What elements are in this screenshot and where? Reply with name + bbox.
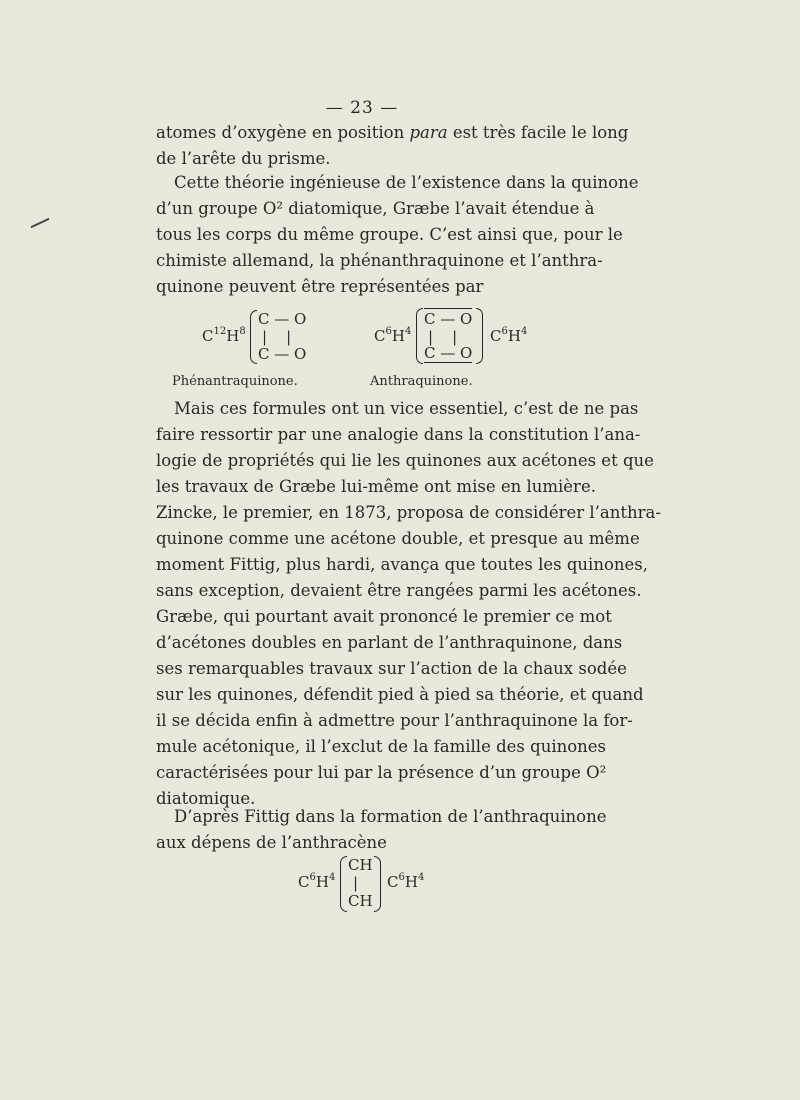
paragraph-3 xyxy=(156,396,661,812)
text-line: ses remarquables travaux sur l’action de la chaux sodée xyxy=(156,659,627,678)
text-line xyxy=(156,120,629,146)
left-brace xyxy=(250,310,257,364)
text-line: chimiste allemand, la phénanthraquinone et l’anthra- xyxy=(156,251,603,270)
formula-bottom: CH xyxy=(348,892,373,910)
text-line: caractérisées pour lui par la présence d’un groupe O² xyxy=(156,763,607,782)
text-line: il se décida enfin à admettre pour l’anthraquinone la for- xyxy=(156,711,633,730)
formula-top: C — O xyxy=(258,310,307,328)
text-line: Græbe, qui pourtant avait prononcé le premier ce mot xyxy=(156,607,612,626)
text-run: atomes d’oxygène en position xyxy=(156,123,410,142)
paragraph-2 xyxy=(156,170,639,300)
text-line: D’après Fittig dans la formation de l’anthraquinone xyxy=(174,807,607,826)
paragraph-4 xyxy=(156,804,607,856)
formula-right-group: $C^6H^4$ xyxy=(387,872,425,891)
formula-bond: | xyxy=(353,874,359,892)
text-line: Zincke, le premier, en 1873, proposa de considérer l’anthra- xyxy=(156,503,661,522)
caption-anthraquinone: Anthraquinone. xyxy=(370,374,473,389)
text-line: mule acétonique, il l’exclut de la famille des quinones xyxy=(156,737,607,756)
page-number: — 23 — xyxy=(325,98,399,118)
paragraph-1 xyxy=(156,120,629,172)
text-line: sans exception, devaient être rangées parmi les acétones. xyxy=(156,581,642,600)
left-brace xyxy=(340,856,347,912)
text-line: diatomique. xyxy=(156,789,256,808)
text-line: les travaux de Græbe lui-même ont mise en lumière. xyxy=(156,477,596,496)
text-line: Mais ces formules ont un vice essentiel, c’est de ne pas xyxy=(174,399,639,418)
text-line: d’acétones doubles en parlant de l’anthraquinone, dans xyxy=(156,633,623,652)
text-line: moment Fittig, plus hardi, avança que toutes les quinones, xyxy=(156,555,648,574)
italic-word: para xyxy=(409,123,448,142)
text-line: de l’arête du prisme. xyxy=(156,149,331,168)
formula-left-group: $C^6H^4$ xyxy=(298,872,336,891)
formula-top: CH xyxy=(348,856,373,874)
formula-right-group: $C^6H^4$ xyxy=(490,326,528,345)
text-line: quinone comme une acétone double, et presque au même xyxy=(156,529,640,548)
right-brace xyxy=(476,308,483,364)
formula-left-group: $C^6H^4$ xyxy=(374,326,412,345)
text-line: d’un groupe O² diatomique, Græbe l’avait étendue à xyxy=(156,199,595,218)
formula-left-group: $C^{12}H^8$ xyxy=(202,326,246,345)
formula-bonds: | | xyxy=(428,328,458,346)
text-run: est très facile le long xyxy=(447,123,629,142)
formula-bottom: C — O xyxy=(424,344,473,362)
ink-mark xyxy=(31,218,50,228)
text-line: logie de propriétés qui lie les quinones aux acétones et que xyxy=(156,451,654,470)
caption-phenantraquinone: Phénantraquinone. xyxy=(172,374,298,389)
formula-top: C — O xyxy=(424,310,473,328)
right-brace xyxy=(374,856,381,912)
text-line: quinone peuvent être représentées par xyxy=(156,277,484,296)
text-line: aux dépens de l’anthracène xyxy=(156,833,387,852)
text-line: Cette théorie ingénieuse de l’existence dans la quinone xyxy=(174,173,639,192)
left-brace xyxy=(416,308,423,364)
formula-bonds: | | xyxy=(262,328,292,346)
text-line: sur les quinones, défendit pied à pied sa théorie, et quand xyxy=(156,685,644,704)
text-line: faire ressortir par une analogie dans la constitution l’ana- xyxy=(156,425,641,444)
text-line: tous les corps du même groupe. C’est ainsi que, pour le xyxy=(156,225,623,244)
formula-bottom: C — O xyxy=(258,345,307,363)
